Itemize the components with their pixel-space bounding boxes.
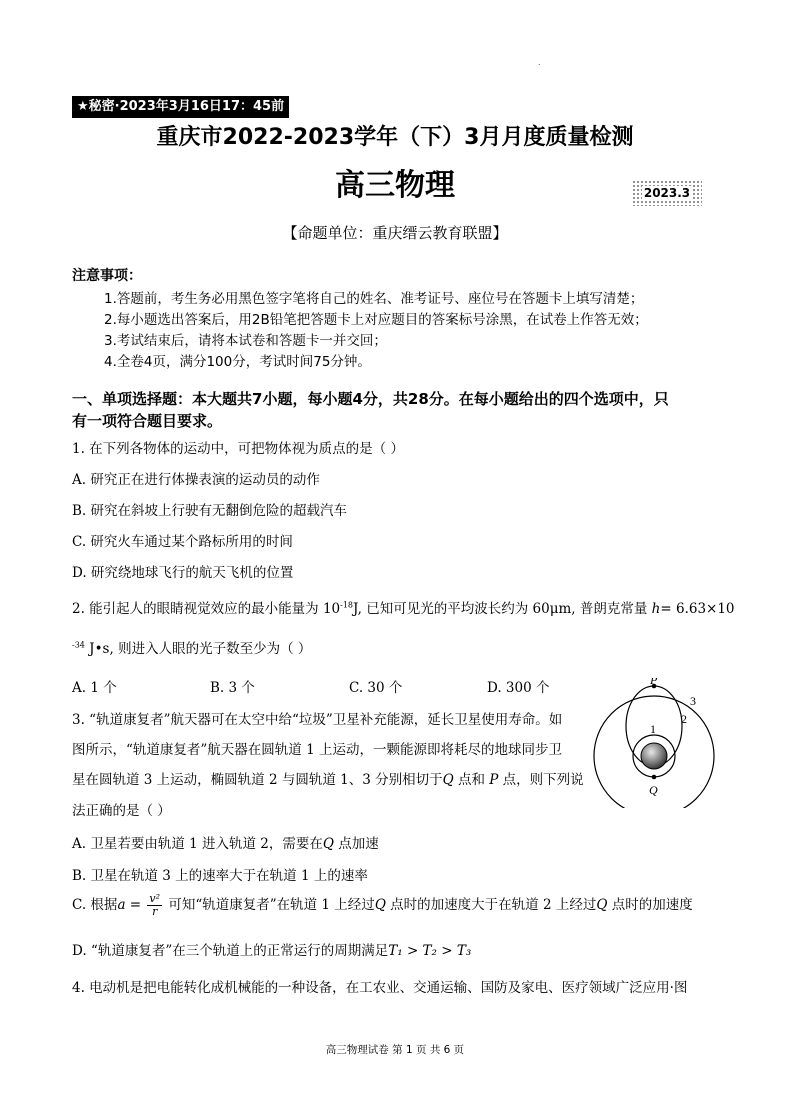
notes-title: 注意事项： bbox=[72, 268, 142, 284]
question-2-stem-line1 bbox=[72, 597, 735, 617]
q3-point-q: Q bbox=[442, 772, 454, 788]
label-orbit-1: 1 bbox=[650, 722, 656, 736]
q3-opt-c-mid2: 点时的加速度大于在轨道 2 上经过 bbox=[385, 897, 597, 913]
q3-line3-end: 点，则下列说 bbox=[498, 772, 584, 788]
label-q: Q bbox=[649, 783, 658, 797]
orbit-diagram-svg bbox=[592, 678, 722, 808]
question-3-option-a bbox=[72, 832, 379, 852]
question-2-option-b: B. 3 个 bbox=[210, 680, 255, 696]
question-2-option-c: C. 30 个 bbox=[349, 680, 403, 696]
note-item: 4.全卷4页，满分100分，考试时间75分钟。 bbox=[104, 354, 371, 370]
q2-text-a: 2. 能引起人的眼睛视觉效应的最小能量为 10 bbox=[72, 601, 341, 617]
section-heading: 一、单项选择题：本大题共7小题，每小题4分，共28分。在每小题给出的四个选项中，只 bbox=[72, 390, 669, 408]
question-2-option-a: A. 1 个 bbox=[72, 680, 117, 696]
q3-opt-c-mid: 可知“轨道康复者”在轨道 1 上经过 bbox=[164, 897, 375, 913]
question-3-stem-line1: 3. “轨道康复者”航天器可在太空中给“垃圾”卫星补充能源，延长卫星使用寿命。如 bbox=[72, 712, 563, 728]
q3-line3-text: 星在圆轨道 3 上运动，椭圆轨道 2 与圆轨道 1、3 分别相切于 bbox=[72, 772, 443, 788]
question-4-stem: 4. 电动机是把电能转化成机械能的一种设备，在工农业、交通运输、国防及家电、医疗领域广泛应用·图 bbox=[72, 980, 688, 996]
section-heading-cont: 有一项符合题目要求。 bbox=[72, 412, 223, 430]
q3-opt-c-q2: Q bbox=[596, 897, 608, 913]
question-1-option-b: B. 研究在斜坡上行驶有无翻倒危险的超载汽车 bbox=[72, 503, 348, 519]
q3-opt-c-pre: C. 根据 bbox=[72, 897, 118, 913]
confidential-label: ★秘密·2023年3月16日17：45前 bbox=[72, 96, 289, 118]
author-unit: 【命题单位：重庆缙云教育联盟】 bbox=[282, 224, 508, 242]
page-footer: 高三物理试卷 第 1 页 共 6 页 bbox=[325, 1044, 465, 1056]
question-3-stem-line3 bbox=[72, 768, 584, 788]
question-1-option-d: D. 研究绕地球飞行的航天飞机的位置 bbox=[72, 565, 294, 581]
note-item: 2.每小题选出答案后，用2B铅笔把答题卡上对应题目的答案标号涂黑，在试卷上作答无效； bbox=[104, 312, 648, 328]
label-p: P bbox=[650, 678, 658, 687]
note-item: 1.答题前，考生务必用黑色签字笔将自己的姓名、准考证号、座位号在答题卡上填写清楚； bbox=[104, 291, 644, 307]
q2-exponent-1: -18 bbox=[340, 600, 354, 610]
date-badge bbox=[632, 180, 702, 206]
q3-opt-c-a: a bbox=[117, 897, 126, 913]
point-q-dot bbox=[652, 775, 657, 780]
question-1-option-a: A. 研究正在进行体操表演的运动员的动作 bbox=[72, 472, 320, 488]
label-orbit-2: 2 bbox=[681, 712, 687, 726]
question-3-stem-line2: 图所示，“轨道康复者”航天器在圆轨道 1 上运动，一颗能源即将耗尽的地球同步卫 bbox=[72, 742, 562, 758]
q2-text-b: J, 已知可见光的平均波长约为 60μm, 普朗克常量 bbox=[353, 601, 648, 617]
question-3-option-d bbox=[72, 939, 471, 959]
q3-opt-c-eq: = bbox=[125, 897, 146, 913]
q2-exponent-2: -34 bbox=[72, 640, 85, 650]
q3-opt-a-q: Q bbox=[322, 836, 334, 852]
q2-text-c: = 6.63×10 bbox=[660, 601, 735, 617]
question-1-option-c: C. 研究火车通过某个路标所用的时间 bbox=[72, 534, 293, 550]
q3-opt-a-pre: A. 卫星若要由轨道 1 进入轨道 2，需要在 bbox=[72, 836, 323, 852]
note-item: 3.考试结束后，请将本试卷和答题卡一并交回； bbox=[104, 333, 387, 349]
question-2-stem-line2 bbox=[72, 637, 311, 657]
fraction-denominator: r bbox=[152, 905, 158, 918]
question-1-stem: 1. 在下列各物体的运动中，可把物体视为质点的是（ ） bbox=[72, 441, 404, 457]
question-2-option-d: D. 300 个 bbox=[487, 680, 550, 696]
question-3-option-b: B. 卫星在轨道 3 上的速率大于在轨道 1 上的速率 bbox=[72, 868, 368, 884]
fraction-v2-over-r bbox=[147, 893, 162, 918]
orbit-diagram bbox=[592, 678, 722, 812]
q3-opt-c-end: 点时的加速度 bbox=[607, 897, 693, 913]
earth-icon bbox=[641, 743, 667, 769]
question-3-stem-line4: 法正确的是（ ） bbox=[72, 803, 171, 819]
q2-text-d: J•s, 则进入人眼的光子数至少为（ ） bbox=[84, 641, 312, 657]
subject-title: 高三物理 bbox=[335, 168, 455, 203]
q3-opt-d-pre: D. “轨道康复者”在三个轨道上的正常运行的周期满足 bbox=[72, 943, 389, 959]
label-orbit-3: 3 bbox=[690, 694, 696, 708]
stray-dot: . bbox=[538, 58, 541, 67]
q3-opt-d-formula: T₁ > T₂ > T₃ bbox=[388, 943, 472, 959]
q3-point-p: P bbox=[489, 772, 499, 788]
date-badge-text: 2023.3 bbox=[643, 186, 691, 200]
question-3-option-c bbox=[72, 893, 693, 918]
q3-opt-c-q1: Q bbox=[374, 897, 386, 913]
exam-title: 重庆市2022-2023学年（下）3月月度质量检测 bbox=[156, 125, 634, 150]
q3-opt-a-post: 点加速 bbox=[333, 836, 379, 852]
q3-line3-mid: 点和 bbox=[453, 772, 490, 788]
fraction-numerator: v² bbox=[149, 892, 161, 905]
q2-symbol-h: h bbox=[651, 601, 661, 617]
